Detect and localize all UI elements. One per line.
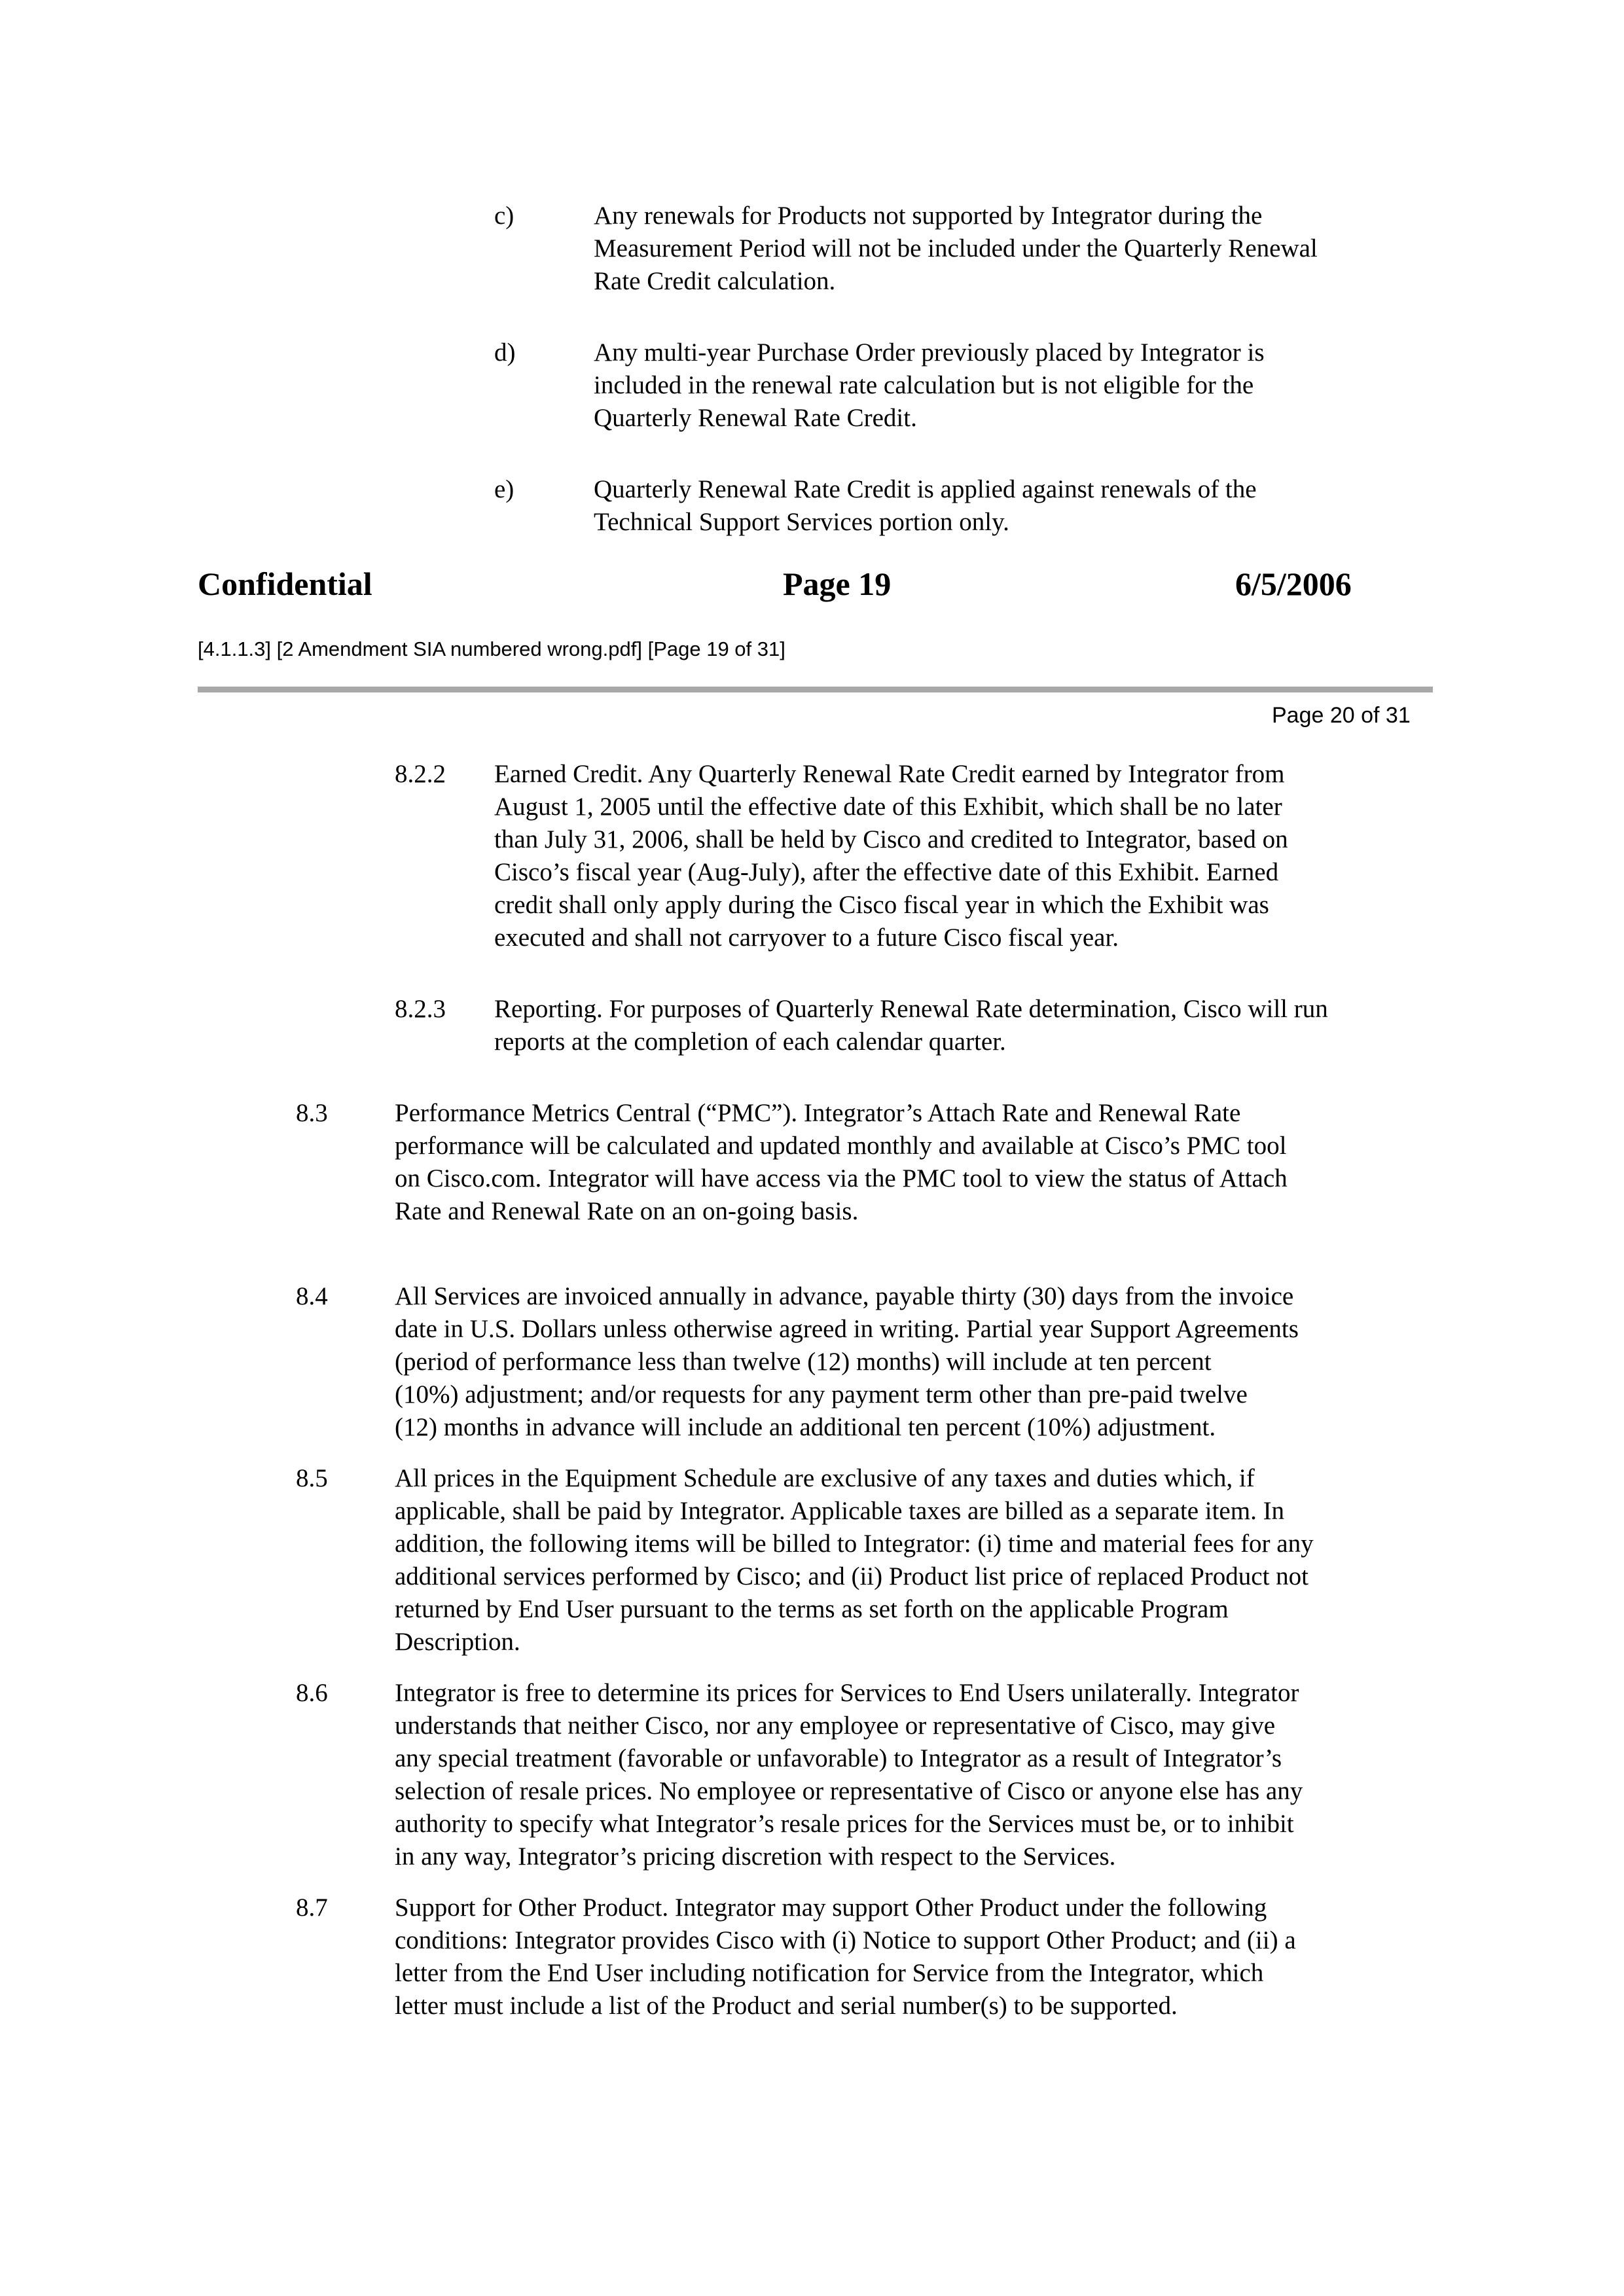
footer-confidential: Confidential (198, 565, 372, 602)
page-divider (198, 687, 1433, 692)
section-8-6-line-2: understands that neither Cisco, nor any employee or representative of Cisco, may give (395, 1712, 1276, 1740)
section-8-2-2-line-4: Cisco’s fiscal year (Aug-July), after the effective date of this Exhibit. Earned (494, 858, 1279, 886)
section-8-4-line-5: (12) months in advance will include an additional ten percent (10%) adjustment. (395, 1413, 1216, 1441)
section-8-3-line-1: Performance Metrics Central (“PMC”). Integrator’s Attach Rate and Renewal Rate (395, 1099, 1241, 1127)
section-number-8-6: 8.6 (296, 1679, 328, 1707)
section-8-4-line-1: All Services are invoiced annually in advance, payable thirty (30) days from the invoice (395, 1282, 1294, 1310)
list-item-d-line-3: Quarterly Renewal Rate Credit. (594, 404, 917, 432)
footer-date: 6/5/2006 (1235, 565, 1352, 602)
section-number-8-5: 8.5 (296, 1464, 328, 1492)
section-8-6-line-5: authority to specify what Integrator’s resale prices for the Services must be, or to inhibit (395, 1810, 1294, 1838)
section-8-5-line-1: All prices in the Equipment Schedule are exclusive of any taxes and duties which, if (395, 1464, 1255, 1492)
section-8-2-2-line-2: August 1, 2005 until the effective date of this Exhibit, which shall be no later (494, 793, 1282, 821)
section-8-5-line-5: returned by End User pursuant to the terms as set forth on the applicable Program (395, 1595, 1229, 1623)
section-8-2-2-line-1: Earned Credit. Any Quarterly Renewal Rate Credit earned by Integrator from (494, 760, 1285, 788)
section-number-8-2-2: 8.2.2 (395, 760, 446, 788)
list-item-e-line-2: Technical Support Services portion only. (594, 508, 1009, 536)
list-label-c: c) (494, 202, 514, 230)
section-number-8-2-3: 8.2.3 (395, 995, 446, 1023)
section-8-5-line-6: Description. (395, 1628, 520, 1656)
section-8-4-line-3: (period of performance less than twelve (12) months) will include at ten percent (395, 1348, 1212, 1376)
section-8-7-line-2: conditions: Integrator provides Cisco with (i) Notice to support Other Product; and (ii) a (395, 1926, 1296, 1954)
section-8-4-line-2: date in U.S. Dollars unless otherwise agreed in writing. Partial year Support Agreements (395, 1315, 1299, 1343)
footer-page-number: Page 19 (783, 565, 892, 602)
list-item-c-line-1: Any renewals for Products not supported by Integrator during the (594, 202, 1263, 230)
list-item-d-line-1: Any multi-year Purchase Order previously placed by Integrator is (594, 338, 1265, 367)
list-item-d-line-2: included in the renewal rate calculation but is not eligible for the (594, 371, 1254, 399)
section-8-4-line-4: (10%) adjustment; and/or requests for any payment term other than pre-paid twelve (395, 1380, 1248, 1408)
section-8-6-line-1: Integrator is free to determine its prices for Services to End Users unilaterally. Integrator (395, 1679, 1299, 1707)
list-item-c-line-2: Measurement Period will not be included under the Quarterly Renewal (594, 234, 1318, 262)
section-number-8-3: 8.3 (296, 1099, 328, 1127)
section-8-2-2-line-6: executed and shall not carryover to a future Cisco fiscal year. (494, 924, 1119, 952)
section-8-2-3-line-2: reports at the completion of each calendar quarter. (494, 1028, 1006, 1056)
section-8-5-line-3: addition, the following items will be billed to Integrator: (i) time and material fees for any (395, 1530, 1314, 1558)
section-8-7-line-4: letter must include a list of the Product and serial number(s) to be supported. (395, 1992, 1178, 2020)
list-label-e: e) (494, 475, 514, 503)
section-8-2-3-line-1: Reporting. For purposes of Quarterly Renewal Rate determination, Cisco will run (494, 995, 1328, 1023)
section-8-3-line-3: on Cisco.com. Integrator will have access via the PMC tool to view the status of Attach (395, 1164, 1288, 1193)
section-8-5-line-4: additional services performed by Cisco; and (ii) Product list price of replaced Product not (395, 1562, 1309, 1590)
section-8-2-2-line-3: than July 31, 2006, shall be held by Cisco and credited to Integrator, based on (494, 825, 1288, 853)
section-8-6-line-6: in any way, Integrator’s pricing discretion with respect to the Services. (395, 1842, 1116, 1871)
section-8-6-line-3: any special treatment (favorable or unfavorable) to Integrator as a result of Integrator’s (395, 1744, 1282, 1772)
source-note: [4.1.1.3] [2 Amendment SIA numbered wrong.pdf] [Page 19 of 31] (198, 637, 785, 660)
section-8-3-line-4: Rate and Renewal Rate on an on-going basis. (395, 1197, 859, 1225)
list-item-e-line-1: Quarterly Renewal Rate Credit is applied against renewals of the (594, 475, 1257, 503)
list-label-d: d) (494, 338, 516, 367)
section-number-8-7: 8.7 (296, 1893, 328, 1922)
section-8-2-2-line-5: credit shall only apply during the Cisco fiscal year in which the Exhibit was (494, 891, 1269, 919)
page-label: Page 20 of 31 (1272, 703, 1411, 728)
section-number-8-4: 8.4 (296, 1282, 328, 1310)
section-8-7-line-1: Support for Other Product. Integrator may support Other Product under the following (395, 1893, 1267, 1922)
section-8-3-line-2: performance will be calculated and updated monthly and available at Cisco’s PMC tool (395, 1132, 1287, 1160)
section-8-7-line-3: letter from the End User including notification for Service from the Integrator, which (395, 1959, 1264, 1987)
list-item-c-line-3: Rate Credit calculation. (594, 267, 836, 295)
section-8-5-line-2: applicable, shall be paid by Integrator. Applicable taxes are billed as a separate item. In (395, 1497, 1285, 1525)
section-8-6-line-4: selection of resale prices. No employee or representative of Cisco or anyone else has any (395, 1777, 1303, 1805)
